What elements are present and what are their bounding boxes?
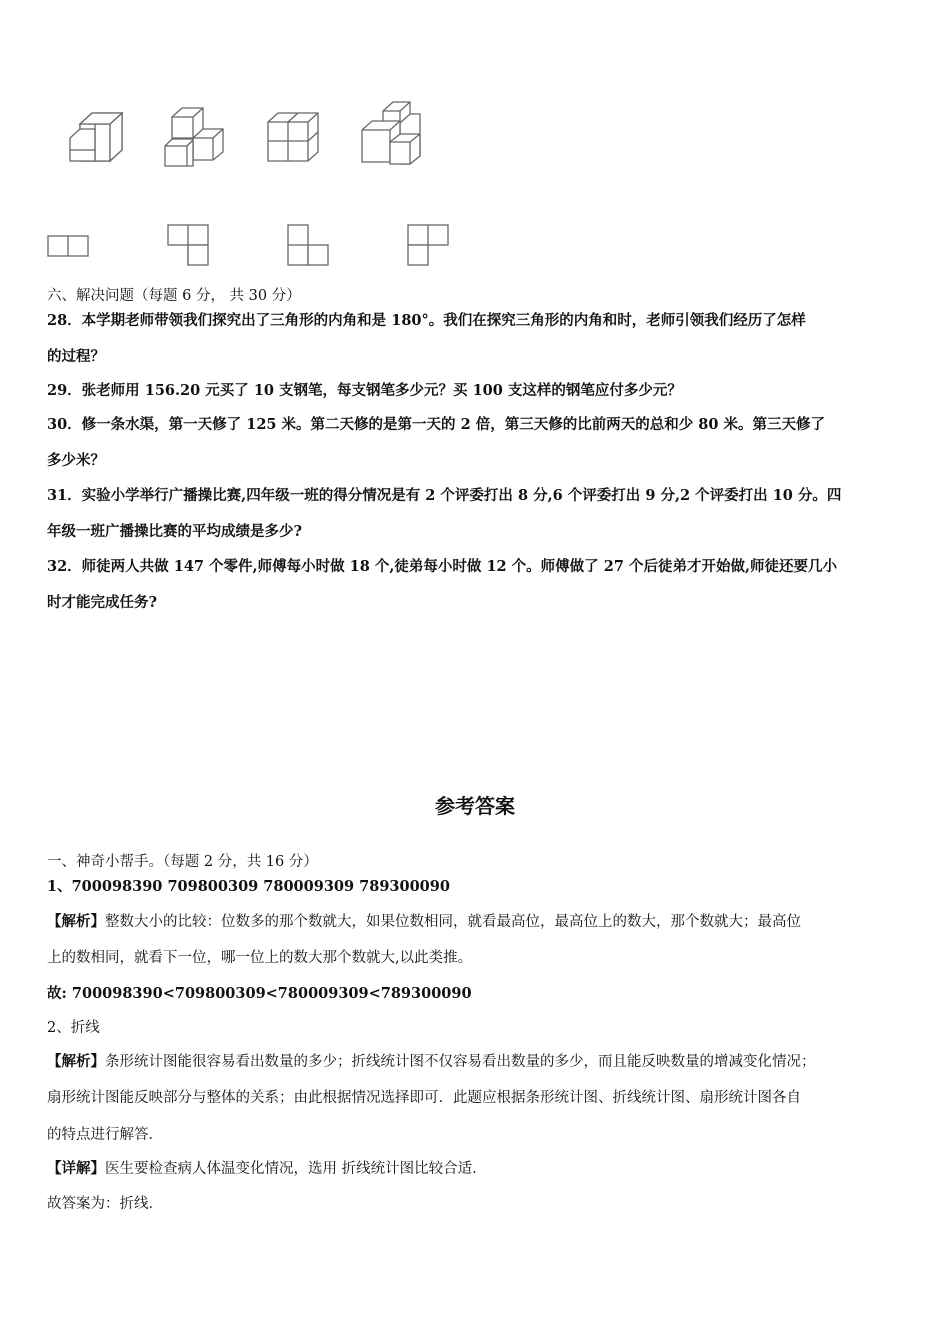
answer-2-detail	[47, 1159, 907, 1179]
view-1	[48, 236, 88, 256]
view-4	[408, 225, 448, 265]
cube-solid-1	[70, 113, 122, 161]
question-28-line-2: 的过程？	[47, 348, 105, 365]
cube-solid-3	[268, 113, 318, 161]
answer-2-analysis-line-1	[47, 1052, 907, 1072]
answer-2: 2、折线	[47, 1020, 100, 1036]
answer-2-final: 故答案为：折线．	[47, 1196, 163, 1212]
detail-text: 医生要检查病人体温变化情况，选用 折线统计图比较合适．	[105, 1161, 487, 1177]
answer-1-conclusion: 故: 700098390<709800309<780009309<789300090	[47, 985, 472, 1002]
cube-solid-4	[362, 102, 420, 164]
answer-1: 1、700098390 709800309 780009309 789300090	[47, 878, 450, 895]
question-30-line-1: 30．修一条水渠，第一天修了 125 米。第二天修的是第一天的 2 倍，第三天修的比前两天的总和少 80 米。第三天修了	[47, 416, 825, 433]
analysis-text: 条形统计图能很容易看出数量的多少；折线统计图不仅容易看出数量的多少，而且能反映数量的增减变化情况；	[105, 1054, 816, 1070]
answer-2-analysis-line-2: 扇形统计图能反映部分与整体的关系；由此根据情况选择即可．此题应根据条形统计图、折线统计图、扇形统计图各自	[47, 1090, 801, 1106]
analysis-tag: 【解析】	[47, 1053, 105, 1070]
question-31-line-2: 年级一班广播操比赛的平均成绩是多少?	[47, 523, 302, 540]
question-29-line-1: 29．张老师用 156.20 元买了 10 支钢笔，每支钢笔多少元？买 100 支这样的钢笔应付多少元？	[47, 382, 682, 399]
cube-solid-2	[165, 108, 223, 166]
question-32-line-1: 32．师徒两人共做 147 个零件,师傅每小时做 18 个,徒弟每小时做 12 个。师傅做了 27 个后徒弟才开始做,师徒还要几小	[47, 558, 838, 575]
question-28-line-1: 28．本学期老师带领我们探究出了三角形的内角和是 180°。我们在探究三角形的内角和时，老师引领我们经历了怎样	[47, 312, 806, 329]
question-32-line-2: 时才能完成任务?	[47, 594, 157, 611]
view-2	[168, 225, 208, 265]
analysis-text: 整数大小的比较：位数多的那个数就大，如果位数相同，就看最高位，最高位上的数大，那个数就大；最高位	[105, 914, 801, 930]
detail-tag: 【详解】	[47, 1160, 105, 1177]
answer-1-analysis-line-1	[47, 912, 907, 932]
view-3	[288, 225, 328, 265]
answer-1-analysis-line-2: 上的数相同，就看下一位，哪一位上的数大那个数就大,以此类推。	[47, 950, 473, 966]
question-31-line-1: 31．实验小学举行广播操比赛,四年级一班的得分情况是有 2 个评委打出 8 分,6 个评委打出 9 分,2 个评委打出 10 分。四	[47, 487, 842, 504]
answer-2-analysis-line-3: 的特点进行解答．	[47, 1127, 163, 1143]
cube-figures	[0, 0, 950, 280]
section-heading-6: 六、解决问题（每题 6 分， 共 30 分）	[47, 288, 301, 304]
analysis-tag: 【解析】	[47, 913, 105, 930]
answer-title: 参考答案	[435, 794, 515, 818]
question-30-line-2: 多少米？	[47, 452, 105, 469]
answers-section-heading-1: 一、神奇小帮手。（每题 2 分，共 16 分）	[47, 854, 318, 870]
